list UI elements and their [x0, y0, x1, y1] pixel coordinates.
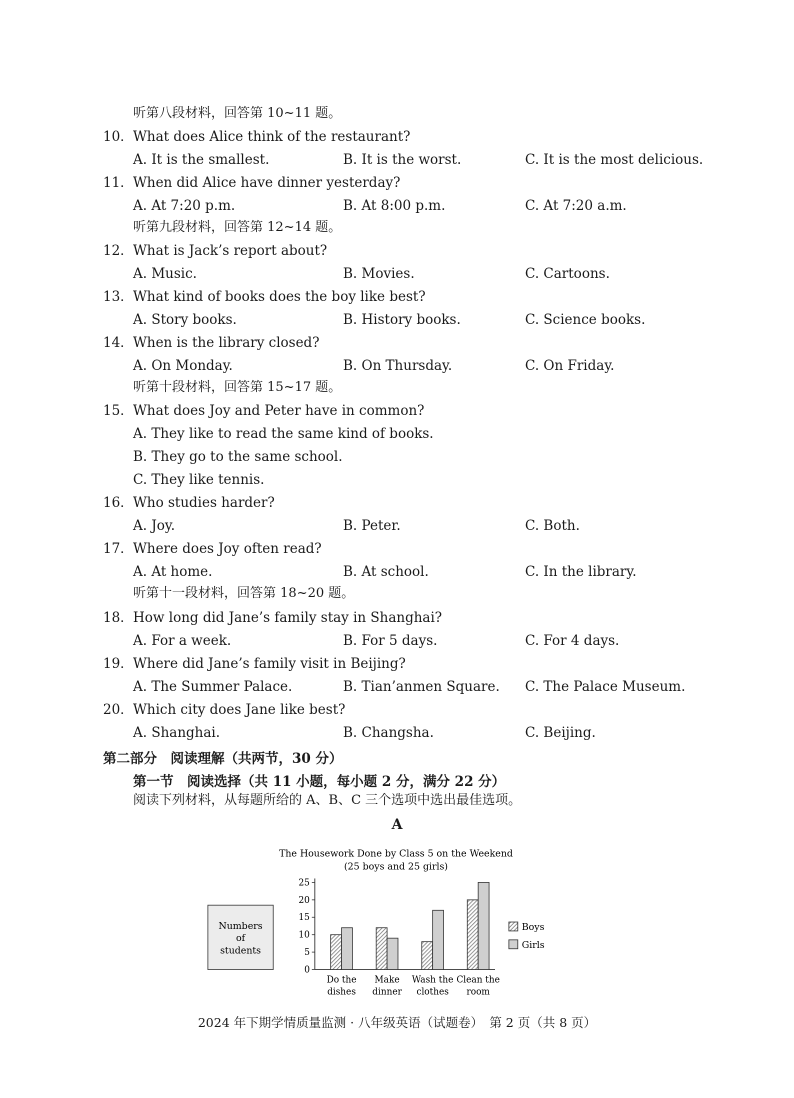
option-b: B. They go to the same school. [133, 449, 343, 465]
part2-instruction: 阅读下列材料，从每题所给的 A、B、C 三个选项中选出最佳选项。 [133, 793, 522, 808]
x-category-label: room [466, 987, 490, 998]
y-tick-label: 5 [304, 948, 310, 959]
x-category-label: dinner [372, 987, 402, 998]
chart-subtitle: (25 boys and 25 girls) [344, 861, 448, 873]
option-c: C. They like tennis. [133, 472, 265, 488]
option-b: B. Movies. [343, 266, 415, 282]
ylabel-line-3: students [220, 945, 261, 957]
y-tick-label: 20 [298, 895, 310, 906]
legend-label: Girls [521, 939, 545, 951]
question-text: What kind of books does the boy like best? [133, 289, 426, 305]
option-b: B. It is the worst. [343, 152, 462, 168]
bar-girls [342, 928, 353, 970]
bar-girls [387, 938, 398, 969]
option-c: C. On Friday. [525, 358, 615, 374]
option-c: C. In the library. [525, 564, 637, 580]
page-footer: 2024 年下期学情质量监测 · 八年级英语（试题卷） 第 2 页（共 8 页） [197, 1015, 597, 1030]
bar-boys [422, 942, 433, 970]
bar-boys [331, 935, 342, 970]
option-b: B. History books. [343, 312, 461, 328]
option-c: C. It is the most delicious. [525, 152, 704, 168]
bar-boys [376, 928, 387, 970]
question-number: 20． [103, 702, 134, 718]
legend-swatch [509, 940, 518, 949]
question-number: 14． [103, 335, 134, 351]
section-intro-10: 听第十段材料，回答第 15~17 题。 [133, 380, 342, 395]
housework-bar-chart [196, 834, 596, 1014]
question-number: 16． [103, 495, 134, 511]
part2-section1-heading: 第一节 阅读选择（共 11 小题，每小题 2 分，满分 22 分） [133, 774, 506, 790]
option-a: A. Story books. [133, 312, 237, 328]
y-tick-label: 10 [298, 930, 310, 941]
ylabel-line-1: Numbers [218, 920, 263, 932]
question-text: Who studies harder? [133, 495, 275, 511]
question-number: 13． [103, 289, 134, 305]
question-number: 19． [103, 656, 134, 672]
question-text: When is the library closed? [133, 335, 320, 351]
option-a: A. It is the smallest. [133, 152, 270, 168]
passage-label: A [391, 817, 403, 833]
option-c: C. Beijing. [525, 725, 596, 741]
option-c: C. Cartoons. [525, 266, 610, 282]
x-category-label: Clean the [456, 975, 500, 986]
ylabel-line-2: of [235, 932, 246, 944]
option-b: B. At school. [343, 564, 429, 580]
option-c: C. The Palace Museum. [525, 679, 686, 695]
x-category-label: dishes [327, 987, 356, 998]
option-a: A. They like to read the same kind of books. [133, 426, 434, 442]
option-a: A. At 7:20 p.m. [133, 198, 236, 214]
option-b: B. Peter. [343, 518, 401, 534]
question-text: What does Joy and Peter have in common? [133, 403, 425, 419]
option-a: A. Joy. [133, 518, 175, 534]
plot-area [299, 878, 545, 997]
x-category-label: Make [374, 975, 400, 986]
option-b: B. Tian’anmen Square. [343, 679, 500, 695]
question-number: 11． [103, 175, 134, 191]
y-tick-label: 15 [298, 913, 310, 924]
option-a: A. For a week. [133, 633, 232, 649]
option-b: B. On Thursday. [343, 358, 453, 374]
option-c: C. For 4 days. [525, 633, 620, 649]
option-a: A. On Monday. [133, 358, 233, 374]
option-b: B. At 8:00 p.m. [343, 198, 446, 214]
x-category-label: clothes [416, 987, 449, 998]
question-number: 15． [103, 403, 134, 419]
question-text: When did Alice have dinner yesterday? [133, 175, 401, 191]
question-number: 12． [103, 243, 134, 259]
option-a: A. Music. [133, 266, 197, 282]
question-text: How long did Jane’s family stay in Shanghai? [133, 610, 443, 626]
section-intro-9: 听第九段材料，回答第 12~14 题。 [133, 220, 342, 235]
question-text: Where does Joy often read? [133, 541, 322, 557]
option-a: A. The Summer Palace. [133, 679, 293, 695]
x-category-label: Wash the [411, 975, 454, 986]
section-intro-8: 听第八段材料，回答第 10~11 题。 [133, 106, 342, 121]
question-number: 18． [103, 610, 134, 626]
y-tick-label: 0 [304, 965, 310, 976]
option-b: B. Changsha. [343, 725, 434, 741]
option-c: C. Both. [525, 518, 580, 534]
option-a: A. Shanghai. [133, 725, 221, 741]
legend-swatch [509, 922, 518, 931]
question-number: 17． [103, 541, 134, 557]
bar-girls [478, 882, 489, 969]
question-text: What is Jack’s report about? [133, 243, 328, 259]
x-category-label: Do the [326, 975, 357, 986]
option-c: C. At 7:20 a.m. [525, 198, 627, 214]
question-text: Where did Jane’s family visit in Beijing? [133, 656, 406, 672]
section-intro-11: 听第十一段材料，回答第 18~20 题。 [133, 586, 355, 601]
option-a: A. At home. [133, 564, 213, 580]
chart-title: The Housework Done by Class 5 on the Weekend [279, 848, 513, 860]
question-text: What does Alice think of the restaurant? [133, 129, 411, 145]
part2-heading: 第二部分 阅读理解（共两节，30 分） [103, 751, 343, 767]
bar-girls [433, 910, 444, 969]
question-text: Which city does Jane like best? [133, 702, 346, 718]
legend-label: Boys [521, 921, 545, 933]
option-c: C. Science books. [525, 312, 646, 328]
option-b: B. For 5 days. [343, 633, 438, 649]
bar-boys [467, 900, 478, 970]
y-tick-label: 25 [298, 878, 310, 889]
question-number: 10． [103, 129, 134, 145]
